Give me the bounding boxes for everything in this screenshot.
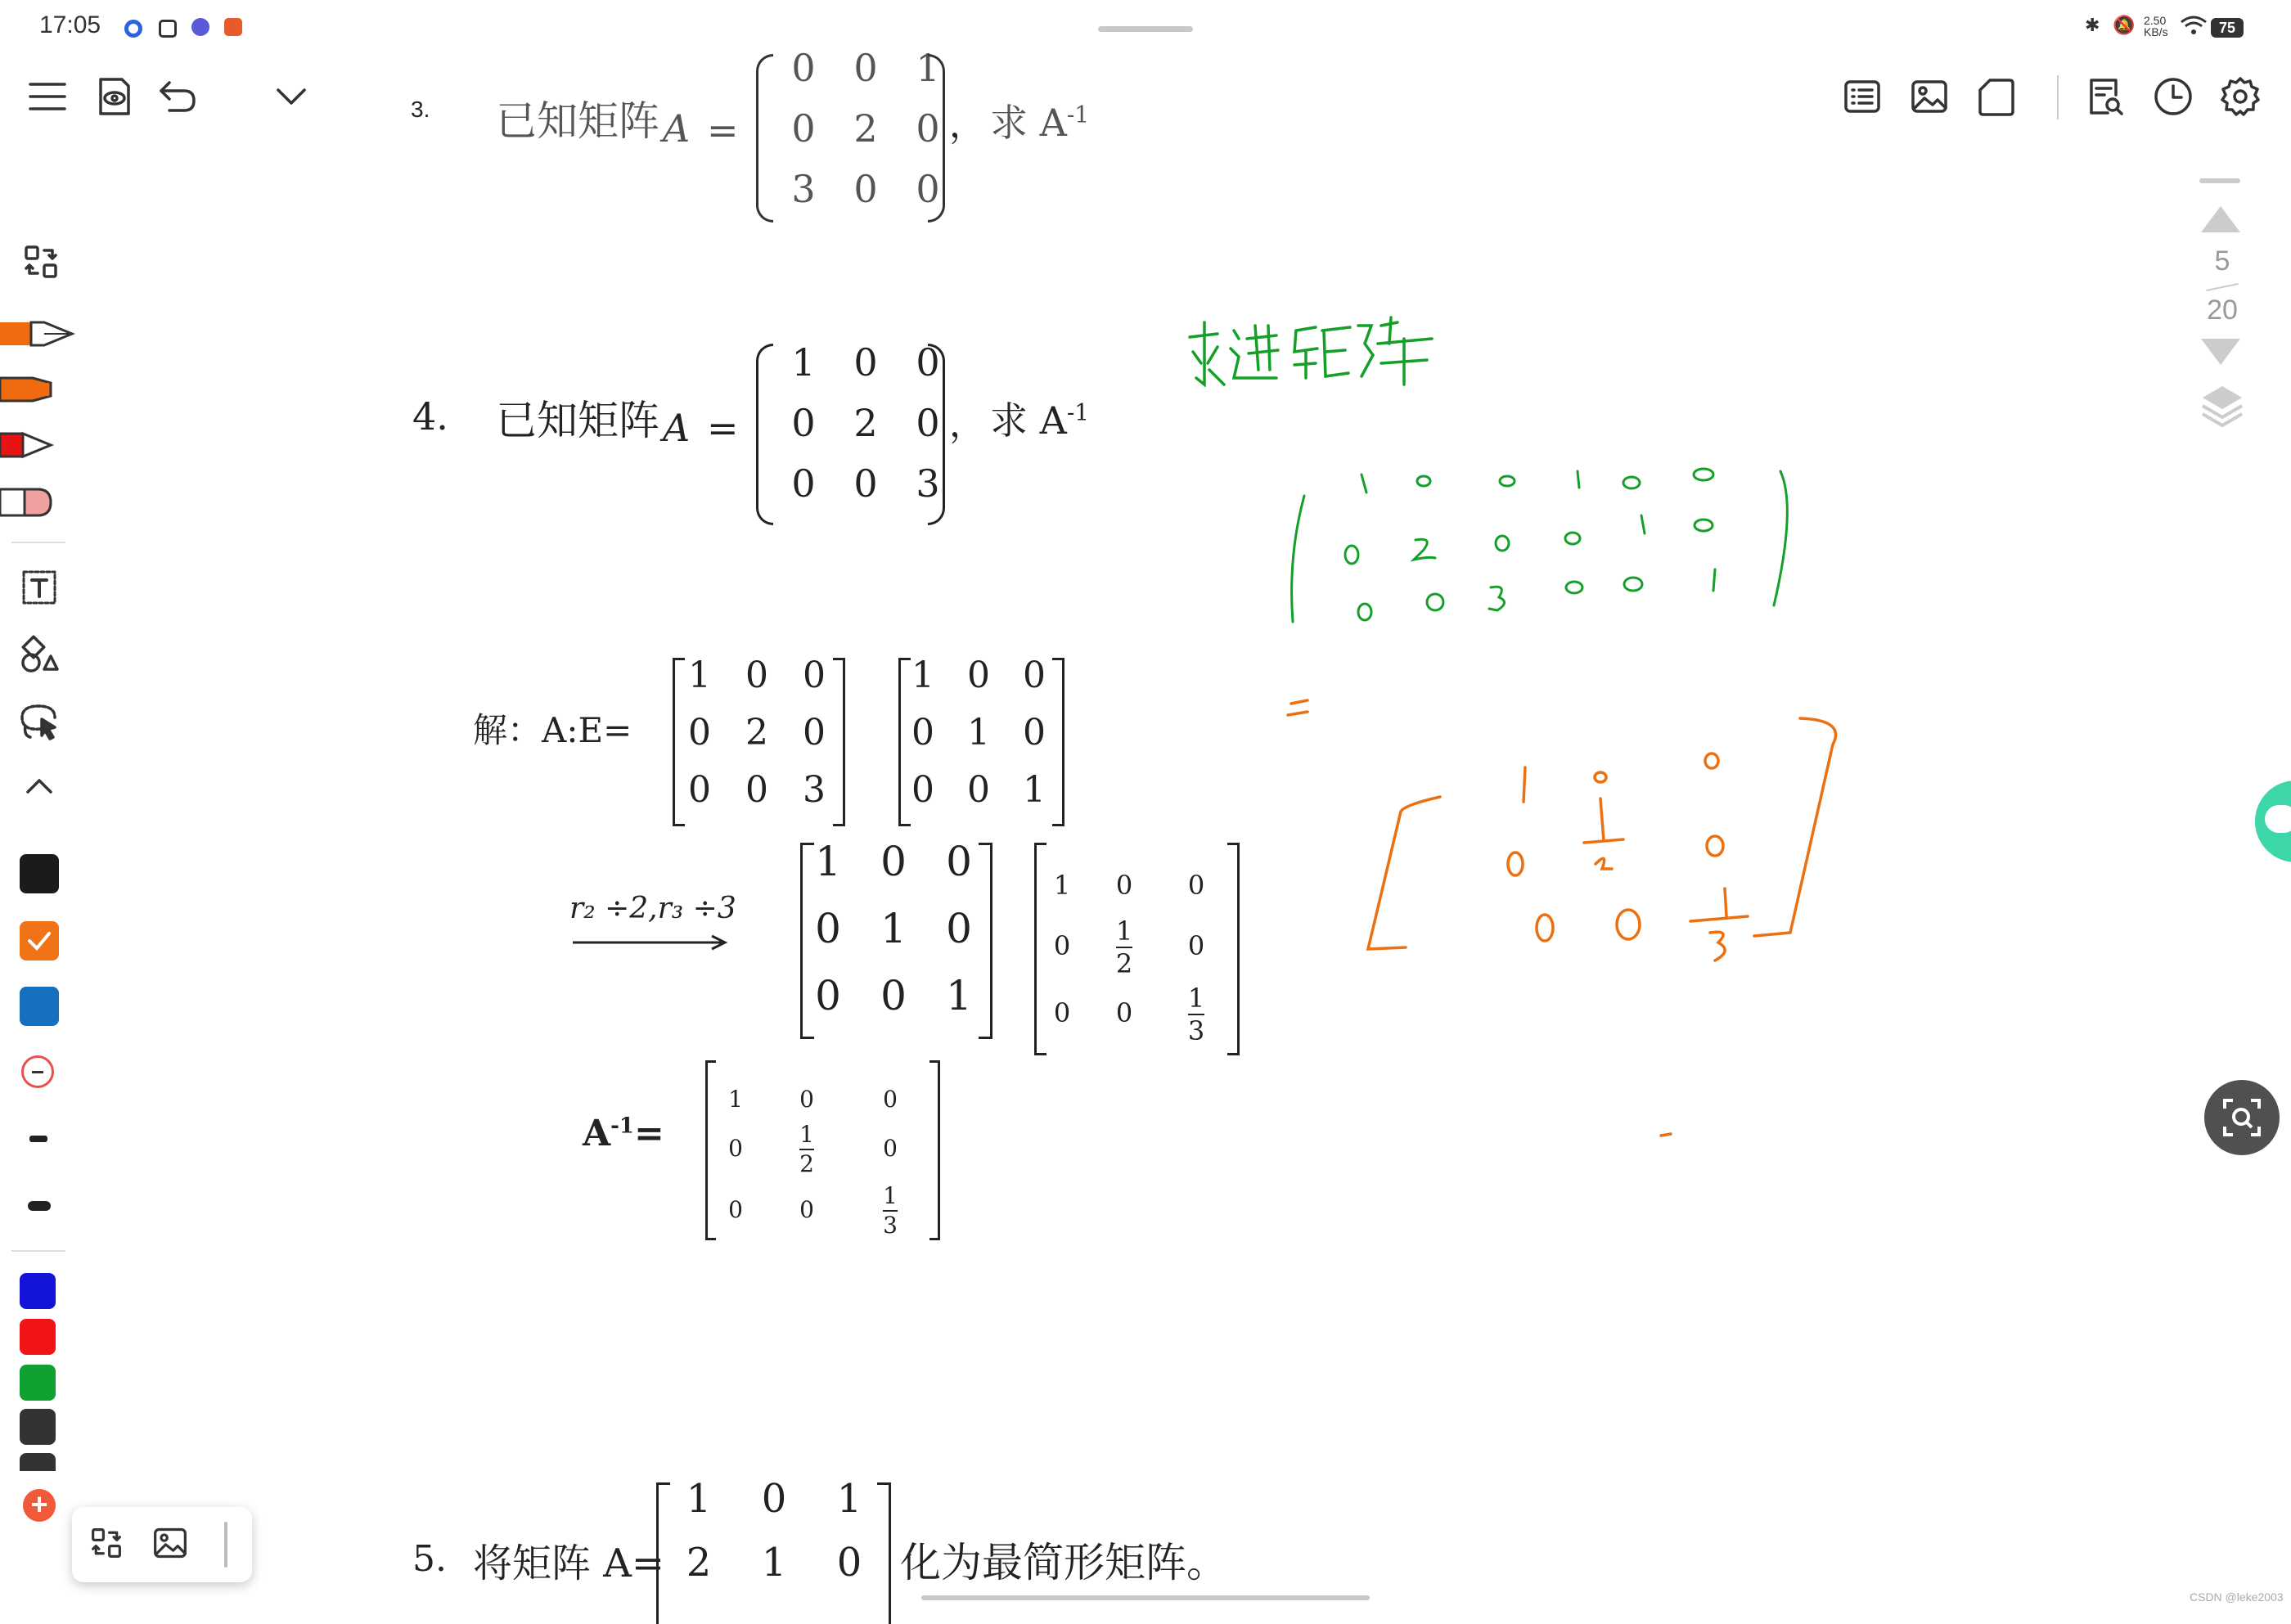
problem-3-text: 已知矩阵 — [496, 97, 659, 145]
cell: 0 — [1115, 997, 1133, 1028]
matrix-cell: 0 — [916, 167, 940, 211]
matrix-cell: 0 — [853, 46, 878, 90]
matrix-cell: 0 — [803, 712, 826, 754]
problem-3-request: 求 $A^{-1}$ — [990, 101, 1090, 145]
matrix-cell: 0 — [791, 106, 816, 151]
problem-4-number: 4. — [412, 394, 448, 439]
matrix-cell: 0 — [967, 769, 990, 811]
problem-4-eq: = — [707, 406, 739, 450]
matrix-cell: 0 — [745, 655, 768, 696]
matrix-cell: 1 — [880, 905, 907, 952]
handwritten-title — [1190, 317, 1432, 385]
numerator: 1 — [799, 1120, 814, 1148]
battery-indicator: 75 — [2211, 18, 2244, 38]
matrix-cell: 0 — [880, 838, 907, 885]
handwritten-augmented-matrix — [1292, 469, 1788, 622]
page-current: 5 — [2214, 245, 2230, 277]
matrix-cell: 0 — [853, 340, 878, 385]
cell: 0 — [1115, 870, 1133, 901]
matrix-cell: 2 — [686, 1540, 712, 1586]
matrix-cell: 0 — [745, 769, 768, 811]
denominator: 3 — [1187, 1014, 1205, 1046]
matrix-cell: 0 — [853, 461, 878, 506]
watermark: CSDN @leke2003 — [2190, 1590, 2284, 1604]
matrix-cell: 1 — [911, 655, 934, 696]
solution-label: 解：A:E= — [473, 710, 632, 750]
matrix-cell: 0 — [916, 106, 940, 151]
page-total: 20 — [2207, 295, 2238, 326]
matrix-cell: 0 — [880, 972, 907, 1019]
matrix-cell: 0 — [815, 972, 841, 1019]
matrix-cell: 0 — [836, 1540, 862, 1586]
bluetooth-icon: ✱ — [2085, 15, 2100, 35]
matrix-cell: 2 — [745, 712, 768, 754]
cell: 0 — [1187, 870, 1205, 901]
problem-5-tail: 化为最简形矩阵。 — [900, 1539, 1227, 1586]
matrix-cell: 2 — [853, 401, 878, 445]
cell: 0 — [799, 1195, 814, 1223]
matrix-cell: 0 — [946, 838, 972, 885]
cell: 1 — [1053, 870, 1071, 901]
cell: 1 — [728, 1085, 743, 1113]
problem-3-var: A — [663, 106, 691, 151]
matrix-cell: 3 — [791, 167, 816, 211]
matrix-cell: 3 — [803, 769, 826, 811]
matrix-cell: 0 — [946, 905, 972, 952]
matrix-cell: 0 — [967, 655, 990, 696]
matrix-cell: 0 — [1023, 655, 1046, 696]
inverse-label: $A^{-1}=$ — [583, 1113, 664, 1154]
net-speed: 2.50 KB/s — [2144, 14, 2168, 38]
problem-5-number: 5. — [412, 1538, 447, 1580]
cell: 0 — [883, 1134, 898, 1162]
denominator: 2 — [1115, 947, 1133, 979]
problem-4-request: 求 $A^{-1}$ — [990, 398, 1090, 443]
problem-3-eq: = — [707, 108, 739, 152]
problem-4-text: 已知矩阵 — [496, 397, 659, 444]
matrix-cell: 0 — [815, 905, 841, 952]
matrix-cell: 1 — [686, 1476, 712, 1522]
matrix-cell: 3 — [916, 461, 940, 506]
denominator: 3 — [883, 1211, 898, 1239]
problem-4-var: A — [663, 406, 691, 450]
matrix-cell: 0 — [911, 769, 934, 811]
problem-3-number: 3. — [411, 97, 430, 122]
matrix-cell: 0 — [803, 655, 826, 696]
matrix-cell: 0 — [761, 1476, 787, 1522]
cell: 0 — [1053, 997, 1071, 1028]
matrix-cell: 0 — [916, 340, 940, 385]
matrix-cell: 1 — [791, 340, 816, 385]
matrix-cell: 0 — [688, 712, 711, 754]
matrix-cell: 0 — [791, 401, 816, 445]
matrix-cell: 1 — [688, 655, 711, 696]
numerator: 1 — [1187, 982, 1205, 1014]
matrix-cell: 1 — [1023, 769, 1046, 811]
numerator: 1 — [883, 1181, 898, 1209]
cell: 0 — [728, 1195, 743, 1223]
matrix-cell: 0 — [916, 401, 940, 445]
cell: 0 — [883, 1085, 898, 1113]
problem-5-text: 将矩阵 A= — [473, 1541, 665, 1586]
matrix-cell: 1 — [916, 46, 940, 90]
cell: 0 — [1187, 930, 1205, 961]
matrix-cell: 0 — [853, 167, 878, 211]
matrix-cell: 1 — [967, 712, 990, 754]
cell: 0 — [1053, 930, 1071, 961]
matrix-cell: 0 — [791, 461, 816, 506]
cell: 0 — [799, 1085, 814, 1113]
denominator: 2 — [799, 1149, 814, 1177]
numerator: 1 — [1115, 915, 1133, 947]
matrix-cell: 2 — [853, 106, 878, 151]
matrix-cell: 1 — [761, 1540, 787, 1586]
matrix-cell: 1 — [836, 1476, 862, 1522]
cell: 0 — [728, 1134, 743, 1162]
status-time: 17:05 — [39, 11, 101, 38]
matrix-cell: 0 — [1023, 712, 1046, 754]
matrix-cell: 0 — [688, 769, 711, 811]
matrix-cell: 0 — [791, 46, 816, 90]
row-operation-label: r₂ ÷2,r₃ ÷3 — [569, 892, 736, 925]
mute-icon: 🔕 — [2113, 15, 2136, 35]
matrix-cell: 1 — [946, 972, 972, 1019]
add-color-button[interactable]: + — [23, 1489, 56, 1522]
matrix-cell: 0 — [911, 712, 934, 754]
handwritten-result-matrix — [1288, 700, 1836, 1136]
problem-3-comma: ， — [949, 104, 985, 146]
matrix-cell: 1 — [815, 838, 841, 885]
problem-4-comma: ， — [949, 403, 985, 445]
